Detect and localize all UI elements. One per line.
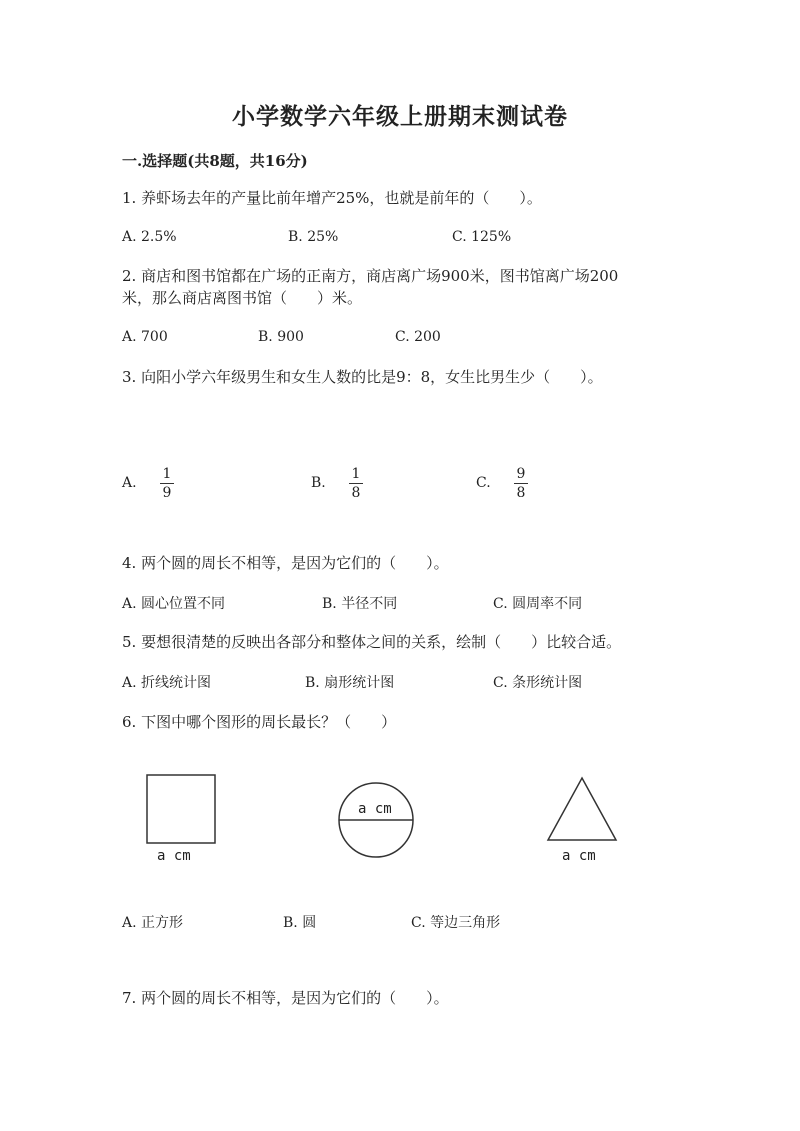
question-6: 6. 下图中哪个图形的周长最长？（ ） <box>122 713 397 731</box>
page-title: 小学数学六年级上册期末测试卷 <box>232 103 568 130</box>
circle-diameter-label: a cm <box>358 801 392 817</box>
q6-option-c: C. 等边三角形 <box>411 915 501 931</box>
fraction-denominator: 8 <box>516 485 526 501</box>
q4-option-c: C. 圆周率不同 <box>493 596 583 612</box>
q3-fraction-a <box>160 466 174 501</box>
fraction-bar <box>349 483 363 484</box>
square-side-label: a cm <box>157 848 191 864</box>
question-7: 7. 两个圆的周长不相等，是因为它们的（ ）。 <box>122 989 449 1007</box>
q5-option-c: C. 条形统计图 <box>493 675 583 691</box>
question-4: 4. 两个圆的周长不相等，是因为它们的（ ）。 <box>122 554 449 572</box>
q4-option-a: A. 圆心位置不同 <box>122 596 226 612</box>
question-1: 1. 养虾场去年的产量比前年增产25%，也就是前年的（ ）。 <box>122 189 542 207</box>
q1-option-b: B. 25% <box>288 229 339 245</box>
q1-option-a: A. 2.5% <box>122 229 177 245</box>
q3-option-b: B. <box>311 475 326 491</box>
q6-option-b: B. 圆 <box>283 915 317 931</box>
q4-option-b: B. 半径不同 <box>322 596 398 612</box>
fraction-denominator: 8 <box>351 485 361 501</box>
q3-fraction-c <box>514 466 528 501</box>
q6-option-a: A. 正方形 <box>122 915 184 931</box>
fraction-bar <box>514 483 528 484</box>
question-2-line-2: 米，那么商店离图书馆（ ）米。 <box>122 289 363 307</box>
triangle-shape <box>548 778 616 840</box>
q3-option-c: C. <box>476 475 491 491</box>
triangle-side-label: a cm <box>562 848 596 864</box>
section-heading: 一.选择题(共8题，共16分) <box>122 152 308 170</box>
fraction-numerator: 1 <box>162 466 172 482</box>
q3-option-a: A. <box>122 475 137 491</box>
question-2-line-1: 2. 商店和图书馆都在广场的正南方，商店离广场900米，图书馆离广场200 <box>122 267 619 285</box>
question-5: 5. 要想很清楚的反映出各部分和整体之间的关系，绘制（ ）比较合适。 <box>122 633 622 651</box>
q2-option-a: A. 700 <box>122 329 168 345</box>
fraction-numerator: 9 <box>516 466 526 482</box>
q1-option-c: C. 125% <box>452 229 512 245</box>
q5-option-a: A. 折线统计图 <box>122 675 212 691</box>
fraction-bar <box>160 483 174 484</box>
fraction-denominator: 9 <box>162 485 172 501</box>
question-3: 3. 向阳小学六年级男生和女生人数的比是9：8，女生比男生少（ ）。 <box>122 368 603 386</box>
square-shape <box>147 775 215 843</box>
q2-option-c: C. 200 <box>395 329 441 345</box>
q3-fraction-b <box>349 466 363 501</box>
q6-figures <box>0 760 800 870</box>
q2-option-b: B. 900 <box>258 329 304 345</box>
q5-option-b: B. 扇形统计图 <box>305 675 395 691</box>
fraction-numerator: 1 <box>351 466 361 482</box>
